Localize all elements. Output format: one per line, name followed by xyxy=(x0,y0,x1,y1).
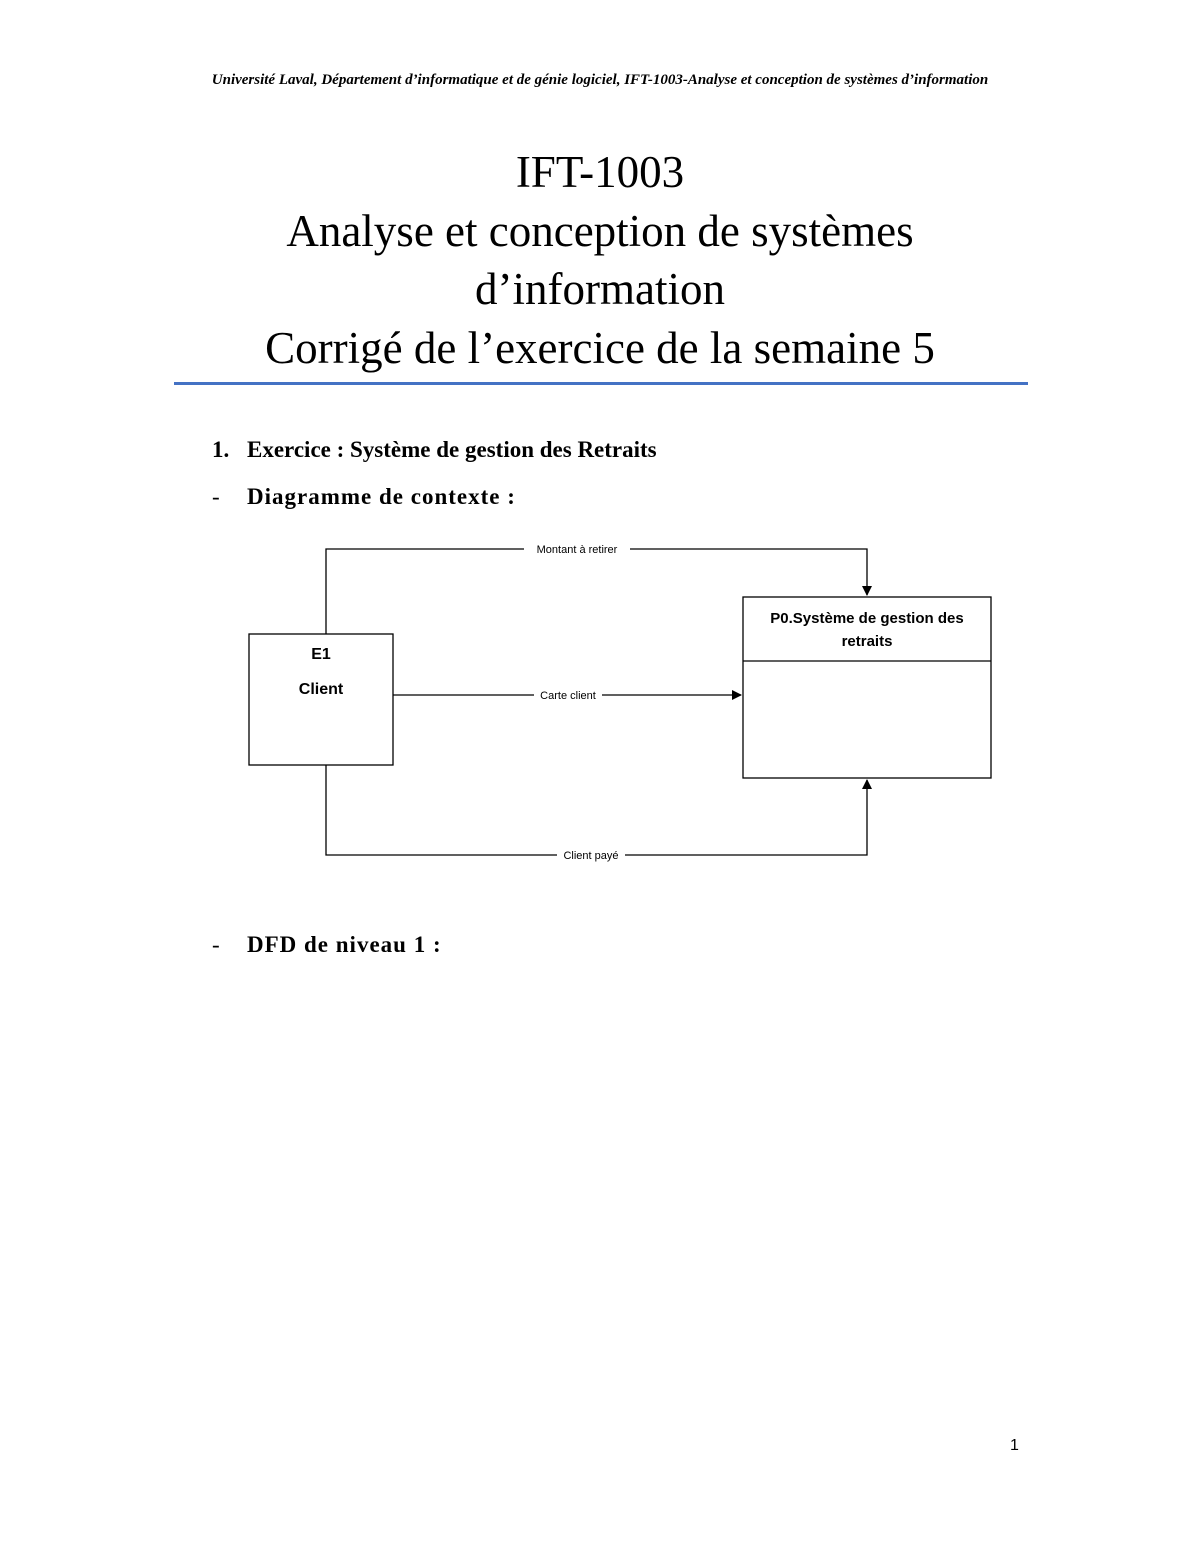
section-number: 1. xyxy=(212,437,230,462)
process-title-line2: retraits xyxy=(841,633,893,650)
section-title: Exercice : Système de gestion des Retraits xyxy=(247,437,657,462)
entity-id-label: E1 xyxy=(311,646,331,663)
title-course-name-line1: Analyse et conception de systèmes xyxy=(286,205,914,256)
list-dash: - xyxy=(212,932,221,957)
title-subtitle: Corrigé de l’exercice de la semaine 5 xyxy=(265,322,935,373)
subheading-context-diagram-label: Diagramme de contexte : xyxy=(247,484,516,509)
list-dash: - xyxy=(212,484,221,509)
flow-middle-label: Carte client xyxy=(540,690,596,702)
subheading-dfd-level1-label: DFD de niveau 1 : xyxy=(247,932,442,957)
process-title-line1: P0.Système de gestion des xyxy=(770,610,964,627)
subheading-dfd-level1 xyxy=(212,931,442,959)
flow-top-label: Montant à retirer xyxy=(536,544,618,556)
title-course-code: IFT-1003 xyxy=(515,147,685,197)
running-header: Université Laval, Département d’informatique et de génie logiciel, IFT-1003-Analyse et conception de systèmes d’information xyxy=(211,72,989,88)
page-number: 1 xyxy=(1010,1437,1019,1454)
title-course-name-line2: d’information xyxy=(475,264,725,314)
entity-name-label: Client xyxy=(298,681,344,698)
flow-bottom-label: Client payé xyxy=(563,850,619,862)
